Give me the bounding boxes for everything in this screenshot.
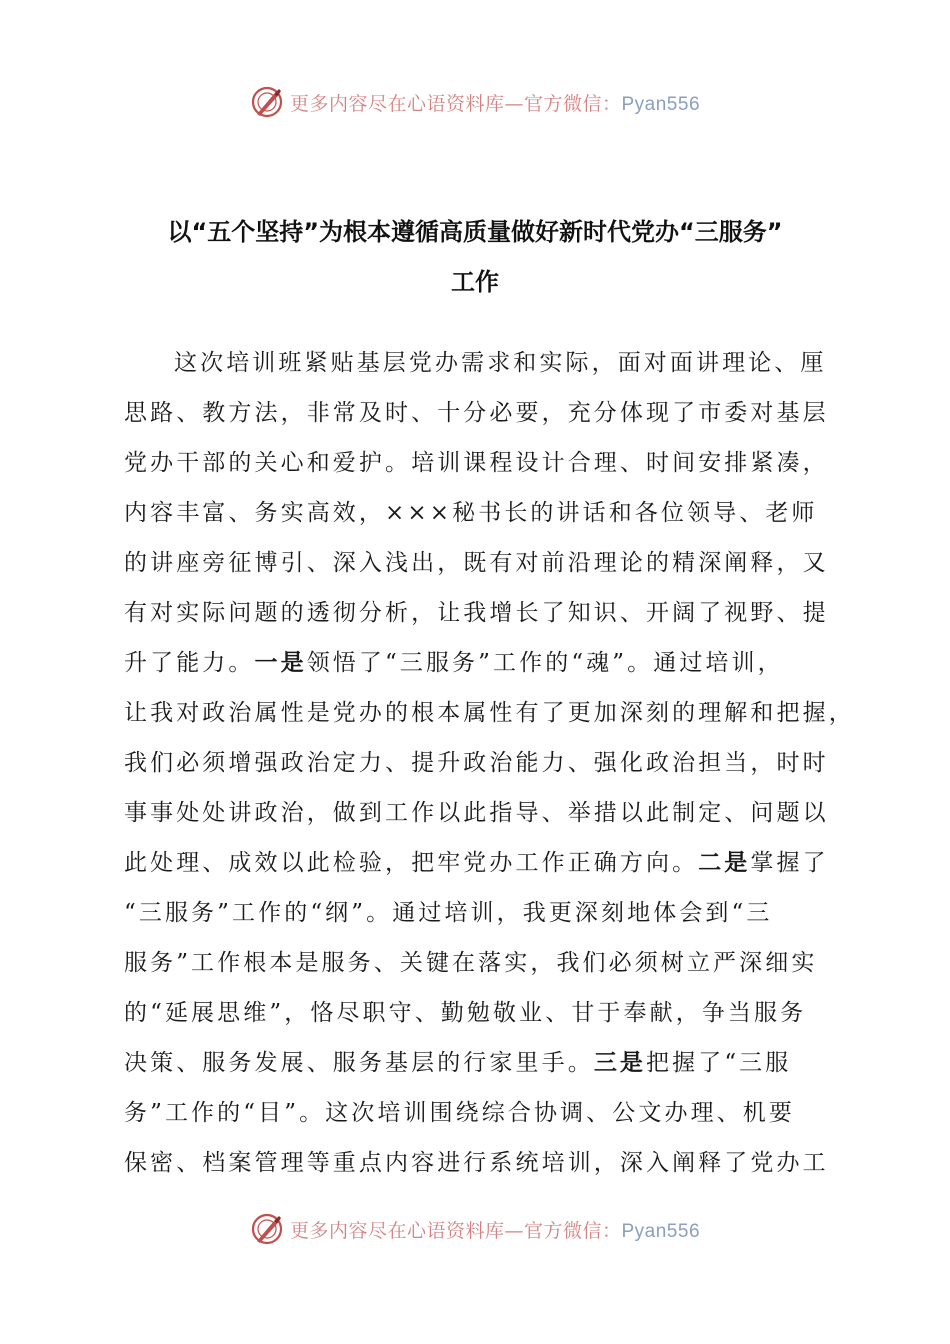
body-text-segment: 领悟了“三服务”工作的“魂”。通过培训， bbox=[306, 650, 784, 676]
pen-logo-icon bbox=[250, 1212, 284, 1246]
header-watermark bbox=[0, 82, 950, 122]
body-line: 服务”工作根本是服务、关键在落实，我们必须树立严深细实 bbox=[124, 950, 818, 976]
document-title: 以“五个坚持”为根本遵循高质量做好新时代党办“三服务” bbox=[167, 218, 783, 246]
body-text-segment: 决策、服务发展、服务基层的行家里手。 bbox=[124, 1050, 594, 1076]
body-line: “三服务”工作的“纲”。通过培训，我更深刻地体会到“三 bbox=[124, 900, 773, 926]
body-line: 的讲座旁征博引、深入浅出，既有对前沿理论的精深阐释，又 bbox=[124, 550, 829, 576]
watermark-wechat-id: Pyan556 bbox=[621, 1220, 701, 1242]
body-line: 事事处处讲政治，做到工作以此指导、举措以此制定、问题以 bbox=[124, 800, 829, 826]
body-line bbox=[124, 838, 838, 888]
document-body bbox=[124, 338, 855, 1188]
body-line: 这次培训班紧贴基层党办需求和实际，面对面讲理论、厘 bbox=[174, 350, 827, 376]
document-title-continued: 工作 bbox=[451, 268, 499, 296]
body-line: 有对实际问题的透彻分析，让我增长了知识、开阔了视野、提 bbox=[124, 600, 829, 626]
emphasis-second-point: 二是 bbox=[698, 850, 751, 876]
body-line: 我们必须增强政治定力、提升政治能力、强化政治担当，时时 bbox=[124, 750, 829, 776]
watermark-label: 更多内容尽在心语资料库—官方微信： bbox=[289, 1219, 622, 1242]
body-text-segment: 此处理、成效以此检验，把牢党办工作正确方向。 bbox=[124, 850, 699, 876]
body-line: 内容丰富、务实高效，×××秘书长的讲话和各位领导、老师 bbox=[124, 500, 818, 526]
watermark-wechat-id: Pyan556 bbox=[621, 93, 701, 115]
body-line bbox=[124, 1038, 838, 1088]
watermark-text bbox=[290, 1216, 700, 1243]
body-line: 让我对政治属性是党办的根本属性有了更加深刻的理解和把握， bbox=[124, 700, 855, 726]
body-line: 的“延展思维”，恪尽职守、勤勉敬业、甘于奉献，争当服务 bbox=[124, 1000, 807, 1026]
body-line bbox=[124, 638, 838, 688]
emphasis-first-point: 一是 bbox=[254, 650, 307, 676]
watermark-label: 更多内容尽在心语资料库—官方微信： bbox=[289, 92, 622, 115]
watermark-text bbox=[290, 89, 700, 116]
pen-logo-icon bbox=[250, 85, 284, 119]
body-line: 党办干部的关心和爱护。培训课程设计合理、时间安排紧凑， bbox=[124, 450, 829, 476]
body-line: 思路、教方法，非常及时、十分必要，充分体现了市委对基层 bbox=[124, 400, 829, 426]
body-line: 保密、档案管理等重点内容进行系统培训，深入阐释了党办工 bbox=[124, 1150, 829, 1176]
emphasis-third-point: 三是 bbox=[593, 1050, 647, 1076]
body-text-segment: 把握了“三服 bbox=[646, 1050, 792, 1076]
body-text-segment: 升了能力。 bbox=[124, 650, 255, 676]
footer-watermark bbox=[0, 1209, 950, 1249]
body-line: 务”工作的“目”。这次培训围绕综合协调、公文办理、机要 bbox=[124, 1100, 795, 1126]
body-text-segment: 掌握了 bbox=[750, 850, 829, 876]
